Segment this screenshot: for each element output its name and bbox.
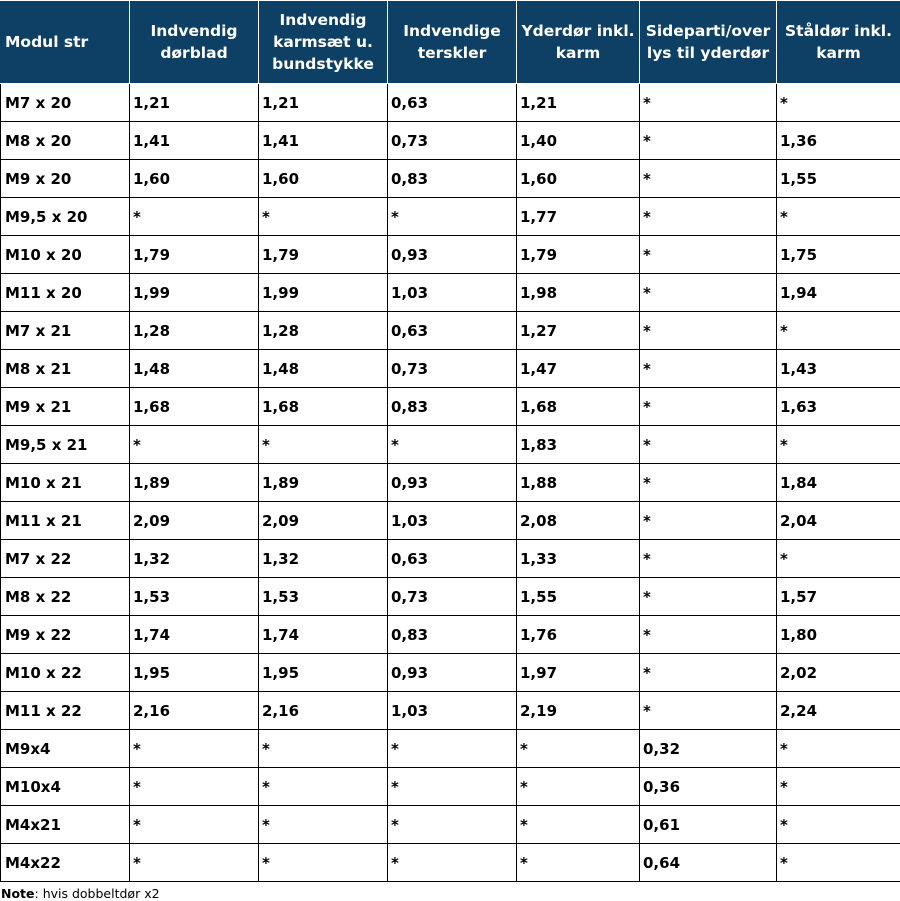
cell-yderdor-inkl-karm: 1,77 — [517, 198, 640, 236]
header-indvendig-dorblad: Indvendig dørblad — [130, 1, 259, 84]
cell-modul-str: M11 x 21 — [1, 502, 130, 540]
table-row — [1, 730, 900, 768]
cell-staldor-inkl-karm: * — [777, 540, 900, 578]
cell-staldor-inkl-karm: 2,02 — [777, 654, 900, 692]
cell-indvendig-karmsaet: * — [259, 768, 388, 806]
cell-yderdor-inkl-karm: 1,88 — [517, 464, 640, 502]
header-row — [1, 1, 900, 84]
cell-indvendige-terskler: 0,93 — [388, 236, 517, 274]
cell-indvendige-terskler: 0,73 — [388, 350, 517, 388]
cell-modul-str: M7 x 22 — [1, 540, 130, 578]
cell-indvendig-karmsaet: * — [259, 730, 388, 768]
cell-staldor-inkl-karm: * — [777, 426, 900, 464]
cell-yderdor-inkl-karm: 1,21 — [517, 84, 640, 122]
cell-sideparti-overlys: * — [640, 654, 777, 692]
cell-indvendige-terskler: 1,03 — [388, 274, 517, 312]
cell-indvendige-terskler: * — [388, 806, 517, 844]
cell-indvendig-dorblad: * — [130, 768, 259, 806]
table-row — [1, 616, 900, 654]
cell-modul-str: M8 x 20 — [1, 122, 130, 160]
cell-sideparti-overlys: * — [640, 236, 777, 274]
table-row — [1, 578, 900, 616]
cell-indvendig-karmsaet: * — [259, 426, 388, 464]
cell-indvendig-karmsaet: * — [259, 198, 388, 236]
cell-indvendig-karmsaet: * — [259, 806, 388, 844]
cell-sideparti-overlys: * — [640, 502, 777, 540]
cell-sideparti-overlys: * — [640, 160, 777, 198]
cell-indvendig-dorblad: 1,53 — [130, 578, 259, 616]
cell-sideparti-overlys: * — [640, 84, 777, 122]
cell-yderdor-inkl-karm: * — [517, 844, 640, 882]
cell-staldor-inkl-karm: 1,55 — [777, 160, 900, 198]
cell-indvendig-karmsaet: 1,68 — [259, 388, 388, 426]
cell-indvendig-dorblad: 1,48 — [130, 350, 259, 388]
header-yderdor-inkl-karm: Yderdør inkl. karm — [517, 1, 640, 84]
cell-modul-str: M10 x 22 — [1, 654, 130, 692]
cell-staldor-inkl-karm: 1,36 — [777, 122, 900, 160]
table-header — [1, 1, 900, 84]
cell-indvendig-dorblad: * — [130, 806, 259, 844]
table-row — [1, 388, 900, 426]
cell-indvendige-terskler: 0,73 — [388, 578, 517, 616]
cell-modul-str: M9 x 21 — [1, 388, 130, 426]
cell-yderdor-inkl-karm: 1,55 — [517, 578, 640, 616]
table-row — [1, 84, 900, 122]
cell-indvendig-karmsaet: 1,32 — [259, 540, 388, 578]
table-row — [1, 236, 900, 274]
cell-indvendige-terskler: 0,93 — [388, 464, 517, 502]
table-row — [1, 654, 900, 692]
header-indvendig-karmsaet: Indvendig karmsæt u. bundstykke — [259, 1, 388, 84]
cell-indvendig-dorblad: 2,16 — [130, 692, 259, 730]
cell-modul-str: M10x4 — [1, 768, 130, 806]
cell-yderdor-inkl-karm: 1,68 — [517, 388, 640, 426]
table-row — [1, 806, 900, 844]
cell-staldor-inkl-karm: * — [777, 768, 900, 806]
cell-yderdor-inkl-karm: 1,97 — [517, 654, 640, 692]
cell-modul-str: M4x21 — [1, 806, 130, 844]
cell-indvendig-karmsaet: 1,48 — [259, 350, 388, 388]
cell-modul-str: M9,5 x 21 — [1, 426, 130, 464]
footnote — [0, 882, 900, 901]
cell-sideparti-overlys: * — [640, 122, 777, 160]
cell-indvendige-terskler: 0,63 — [388, 540, 517, 578]
cell-indvendig-dorblad: * — [130, 844, 259, 882]
note-text: : hvis dobbeltdør x2 — [35, 886, 160, 901]
table-row — [1, 160, 900, 198]
cell-staldor-inkl-karm: * — [777, 198, 900, 236]
cell-yderdor-inkl-karm: 1,76 — [517, 616, 640, 654]
cell-sideparti-overlys: * — [640, 692, 777, 730]
cell-yderdor-inkl-karm: * — [517, 806, 640, 844]
cell-indvendige-terskler: 0,83 — [388, 160, 517, 198]
cell-staldor-inkl-karm: 2,24 — [777, 692, 900, 730]
table-row — [1, 768, 900, 806]
cell-sideparti-overlys: * — [640, 274, 777, 312]
table-row — [1, 464, 900, 502]
cell-indvendig-karmsaet: * — [259, 844, 388, 882]
table-row — [1, 426, 900, 464]
cell-staldor-inkl-karm: 2,04 — [777, 502, 900, 540]
cell-indvendig-karmsaet: 1,79 — [259, 236, 388, 274]
cell-sideparti-overlys: 0,36 — [640, 768, 777, 806]
cell-sideparti-overlys: 0,32 — [640, 730, 777, 768]
cell-modul-str: M10 x 20 — [1, 236, 130, 274]
cell-modul-str: M8 x 21 — [1, 350, 130, 388]
table-row — [1, 502, 900, 540]
cell-indvendig-dorblad: * — [130, 198, 259, 236]
cell-indvendig-dorblad: 1,79 — [130, 236, 259, 274]
table-row — [1, 198, 900, 236]
cell-staldor-inkl-karm: 1,75 — [777, 236, 900, 274]
cell-indvendig-dorblad: 1,21 — [130, 84, 259, 122]
table-row — [1, 350, 900, 388]
cell-indvendige-terskler: 0,93 — [388, 654, 517, 692]
cell-indvendig-dorblad: 1,74 — [130, 616, 259, 654]
cell-yderdor-inkl-karm: 2,19 — [517, 692, 640, 730]
cell-staldor-inkl-karm: 1,94 — [777, 274, 900, 312]
cell-indvendige-terskler: 0,73 — [388, 122, 517, 160]
cell-staldor-inkl-karm: * — [777, 84, 900, 122]
cell-sideparti-overlys: * — [640, 388, 777, 426]
header-sideparti-overlys: Sideparti/over lys til yderdør — [640, 1, 777, 84]
header-staldor-inkl-karm: Ståldør inkl. karm — [777, 1, 900, 84]
cell-indvendig-karmsaet: 1,28 — [259, 312, 388, 350]
cell-staldor-inkl-karm: * — [777, 730, 900, 768]
cell-modul-str: M4x22 — [1, 844, 130, 882]
cell-modul-str: M7 x 20 — [1, 84, 130, 122]
cell-staldor-inkl-karm: 1,63 — [777, 388, 900, 426]
cell-modul-str: M9x4 — [1, 730, 130, 768]
cell-indvendige-terskler: 1,03 — [388, 502, 517, 540]
cell-yderdor-inkl-karm: 1,79 — [517, 236, 640, 274]
cell-indvendig-karmsaet: 1,41 — [259, 122, 388, 160]
cell-modul-str: M9 x 22 — [1, 616, 130, 654]
cell-indvendig-karmsaet: 2,16 — [259, 692, 388, 730]
cell-indvendig-dorblad: 1,68 — [130, 388, 259, 426]
cell-sideparti-overlys: * — [640, 350, 777, 388]
cell-yderdor-inkl-karm: 1,60 — [517, 160, 640, 198]
cell-indvendig-karmsaet: 1,99 — [259, 274, 388, 312]
header-modul-str: Modul str — [1, 1, 130, 84]
cell-staldor-inkl-karm: 1,43 — [777, 350, 900, 388]
header-indvendige-terskler: Indvendige terskler — [388, 1, 517, 84]
cell-indvendig-dorblad: 1,89 — [130, 464, 259, 502]
cell-indvendige-terskler: * — [388, 844, 517, 882]
cell-sideparti-overlys: 0,64 — [640, 844, 777, 882]
cell-staldor-inkl-karm: 1,80 — [777, 616, 900, 654]
table-row — [1, 692, 900, 730]
cell-indvendige-terskler: * — [388, 768, 517, 806]
table-row — [1, 274, 900, 312]
cell-sideparti-overlys: * — [640, 426, 777, 464]
cell-modul-str: M9,5 x 20 — [1, 198, 130, 236]
cell-staldor-inkl-karm: * — [777, 806, 900, 844]
cell-indvendige-terskler: * — [388, 198, 517, 236]
cell-indvendig-dorblad: * — [130, 730, 259, 768]
cell-yderdor-inkl-karm: 1,33 — [517, 540, 640, 578]
cell-indvendig-karmsaet: 2,09 — [259, 502, 388, 540]
cell-indvendige-terskler: 0,83 — [388, 388, 517, 426]
cell-sideparti-overlys: * — [640, 198, 777, 236]
cell-yderdor-inkl-karm: * — [517, 768, 640, 806]
cell-indvendig-dorblad: 1,41 — [130, 122, 259, 160]
note-label: Note — [1, 886, 35, 901]
cell-modul-str: M11 x 20 — [1, 274, 130, 312]
cell-indvendig-karmsaet: 1,21 — [259, 84, 388, 122]
cell-indvendige-terskler: * — [388, 426, 517, 464]
cell-indvendig-karmsaet: 1,95 — [259, 654, 388, 692]
cell-sideparti-overlys: 0,61 — [640, 806, 777, 844]
cell-indvendig-dorblad: 1,99 — [130, 274, 259, 312]
cell-indvendig-dorblad: 2,09 — [130, 502, 259, 540]
cell-staldor-inkl-karm: 1,57 — [777, 578, 900, 616]
cell-staldor-inkl-karm: * — [777, 312, 900, 350]
cell-indvendige-terskler: 0,63 — [388, 312, 517, 350]
cell-staldor-inkl-karm: * — [777, 844, 900, 882]
cell-indvendige-terskler: 0,63 — [388, 84, 517, 122]
table-row — [1, 844, 900, 882]
cell-indvendig-dorblad: 1,95 — [130, 654, 259, 692]
table-row — [1, 540, 900, 578]
cell-indvendige-terskler: 0,83 — [388, 616, 517, 654]
cell-indvendig-karmsaet: 1,74 — [259, 616, 388, 654]
cell-indvendig-dorblad: 1,32 — [130, 540, 259, 578]
cell-modul-str: M7 x 21 — [1, 312, 130, 350]
cell-indvendig-dorblad: 1,28 — [130, 312, 259, 350]
table-row — [1, 312, 900, 350]
cell-yderdor-inkl-karm: 1,40 — [517, 122, 640, 160]
cell-yderdor-inkl-karm: 1,47 — [517, 350, 640, 388]
cell-indvendige-terskler: 1,03 — [388, 692, 517, 730]
cell-sideparti-overlys: * — [640, 464, 777, 502]
cell-indvendig-dorblad: * — [130, 426, 259, 464]
cell-modul-str: M11 x 22 — [1, 692, 130, 730]
cell-indvendige-terskler: * — [388, 730, 517, 768]
cell-yderdor-inkl-karm: 2,08 — [517, 502, 640, 540]
cell-yderdor-inkl-karm: 1,83 — [517, 426, 640, 464]
cell-sideparti-overlys: * — [640, 312, 777, 350]
cell-modul-str: M10 x 21 — [1, 464, 130, 502]
table-row — [1, 122, 900, 160]
cell-modul-str: M8 x 22 — [1, 578, 130, 616]
cell-sideparti-overlys: * — [640, 540, 777, 578]
cell-yderdor-inkl-karm: * — [517, 730, 640, 768]
cell-indvendig-karmsaet: 1,60 — [259, 160, 388, 198]
cell-sideparti-overlys: * — [640, 616, 777, 654]
cell-indvendig-karmsaet: 1,89 — [259, 464, 388, 502]
cell-modul-str: M9 x 20 — [1, 160, 130, 198]
cell-indvendig-karmsaet: 1,53 — [259, 578, 388, 616]
cell-sideparti-overlys: * — [640, 578, 777, 616]
table-body — [1, 84, 900, 882]
cell-yderdor-inkl-karm: 1,98 — [517, 274, 640, 312]
cell-indvendig-dorblad: 1,60 — [130, 160, 259, 198]
cell-yderdor-inkl-karm: 1,27 — [517, 312, 640, 350]
cell-staldor-inkl-karm: 1,84 — [777, 464, 900, 502]
